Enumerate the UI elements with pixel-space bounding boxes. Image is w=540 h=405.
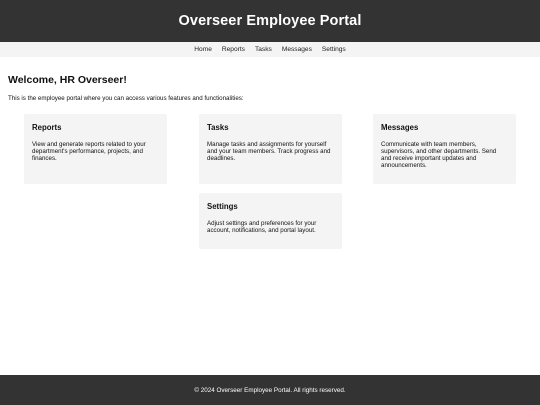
card-settings[interactable] bbox=[199, 193, 342, 249]
nav-link-messages[interactable]: Messages bbox=[281, 46, 312, 53]
card-description: Communicate with team members, supervisors, and other departments. Send and receive important updates and announcements. bbox=[381, 141, 497, 170]
card-description: Manage tasks and assignments for yourself and your team members. Track progress and deadlines. bbox=[207, 141, 331, 163]
intro-text: This is the employee portal where you can access various features and functionalities: bbox=[8, 95, 244, 102]
site-footer bbox=[0, 375, 540, 405]
welcome-heading: Welcome, HR Overseer! bbox=[8, 74, 127, 86]
card-title: Reports bbox=[32, 123, 62, 132]
card-title: Messages bbox=[381, 123, 419, 132]
card-title: Tasks bbox=[207, 123, 229, 132]
footer-copyright: © 2024 Overseer Employee Portal. All rights reserved. bbox=[194, 386, 346, 394]
card-messages[interactable] bbox=[373, 114, 516, 184]
nav-link-home[interactable]: Home bbox=[194, 46, 212, 53]
nav-link-settings[interactable]: Settings bbox=[321, 46, 346, 53]
site-title: Overseer Employee Portal bbox=[178, 13, 362, 29]
main-nav bbox=[0, 42, 540, 57]
card-description: Adjust settings and preferences for your account, notifications, and portal layout. bbox=[207, 220, 317, 235]
card-title: Settings bbox=[207, 202, 238, 211]
card-reports[interactable] bbox=[24, 114, 167, 184]
card-description: View and generate reports related to your department's performance, projects, and finances. bbox=[32, 141, 146, 163]
nav-link-reports[interactable]: Reports bbox=[221, 46, 245, 53]
site-header bbox=[0, 0, 540, 42]
nav-link-tasks[interactable]: Tasks bbox=[254, 46, 272, 53]
card-tasks[interactable] bbox=[199, 114, 342, 184]
